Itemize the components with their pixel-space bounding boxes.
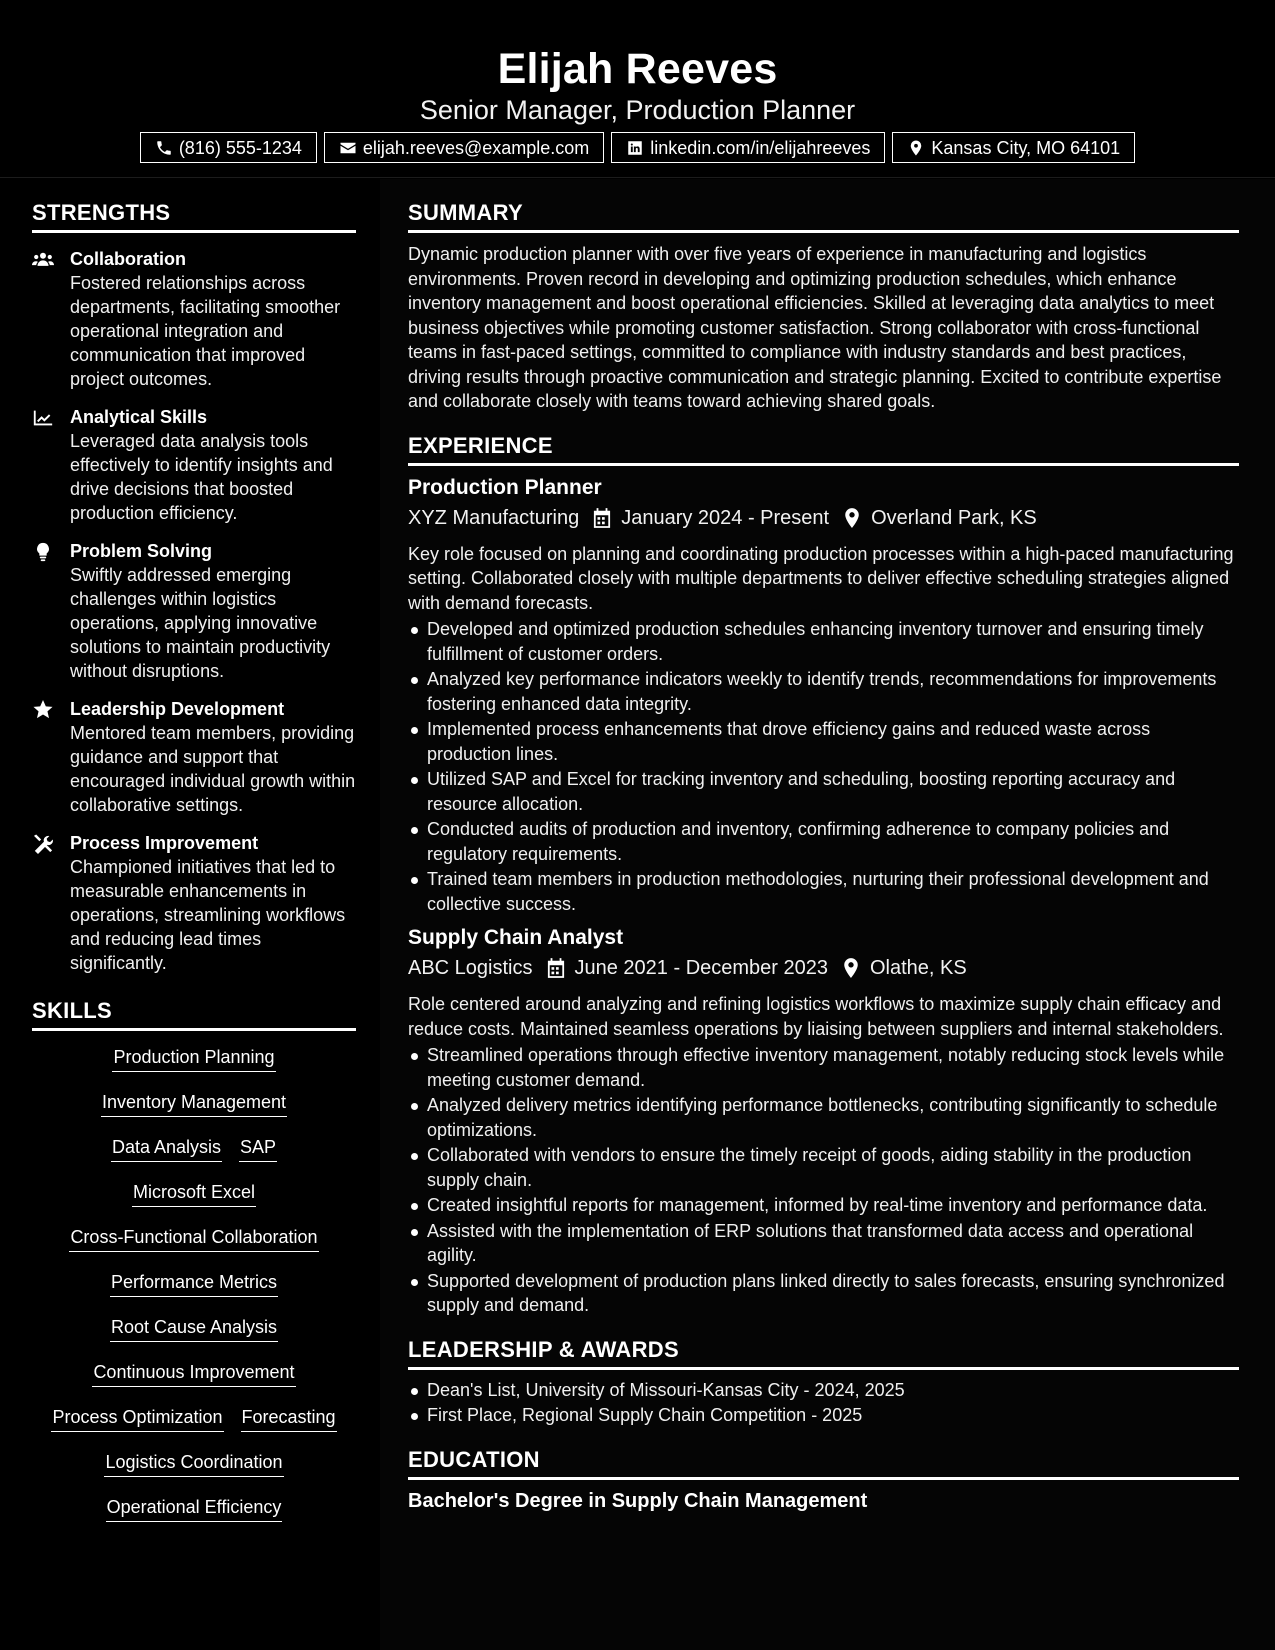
- education-heading: EDUCATION: [408, 1446, 1239, 1480]
- strength-name: Collaboration: [70, 249, 186, 269]
- job-title: Production Planner: [408, 475, 602, 499]
- skill-tag: Inventory Management: [101, 1090, 287, 1117]
- strength-name: Leadership Development: [70, 699, 285, 719]
- calendar-icon: [593, 508, 611, 528]
- job-bullets: [408, 1043, 1239, 1318]
- job-bullet: Collaborated with vendors to ensure the timely receipt of goods, aiding stability in the production supply chain.: [408, 1143, 1239, 1192]
- award-item: Dean's List, University of Missouri-Kansas City - 2024, 2025: [408, 1378, 1239, 1403]
- job-description: Role centered around analyzing and refining logistics workflows to maximize supply chain efficacy and reduce costs. Maintained seamless operations by liaising between suppliers and internal stakeholders.: [408, 994, 1224, 1039]
- job-bullet: Assisted with the implementation of ERP solutions that transformed data access and operational agility.: [408, 1219, 1239, 1268]
- skill-tag: Operational Efficiency: [106, 1495, 283, 1522]
- strength-item: [32, 539, 356, 683]
- award-item: First Place, Regional Supply Chain Competition - 2025: [408, 1403, 1239, 1428]
- contact-phone[interactable]: [140, 132, 317, 163]
- job-meta: [408, 504, 1239, 532]
- users-icon: [32, 250, 54, 270]
- job-company: ABC Logistics: [408, 957, 533, 979]
- skills-heading: SKILLS: [32, 997, 356, 1031]
- skill-tag: Microsoft Excel: [132, 1180, 256, 1207]
- strength-desc: Mentored team members, providing guidance and support that encouraged individual growth within collaborative settings.: [70, 723, 356, 815]
- skill-tag: Performance Metrics: [110, 1270, 278, 1297]
- job-dates: January 2024 - Present: [621, 506, 830, 529]
- location-text: Kansas City, MO 64101: [931, 137, 1121, 158]
- summary-text: Dynamic production planner with over five years of experience in manufacturing and logistics environments. Proven record in developing and optimizing production schedules, which enhance inventory management and boost operational efficiencies. Skilled at leveraging data analytics to meet business objectives while promoting customer satisfaction. Strong collaborator with cross-functional teams in fast-paced settings, committed to compliance with industry standards and best practices, driving results through proactive communication and strategic planning. Excited to contribute expertise and collaborate closely with teams toward achieving shared goals.: [408, 244, 1222, 411]
- phone-text: (816) 555-1234: [178, 137, 302, 158]
- job-bullet: Conducted audits of production and inventory, confirming adherence to company policies and regulatory requirements.: [408, 817, 1239, 866]
- sidebar: [0, 179, 380, 1650]
- job-bullet: Trained team members in production methodologies, nurturing their professional development and collective success.: [408, 867, 1239, 916]
- contact-location[interactable]: [892, 132, 1135, 163]
- job-dates: June 2021 - December 2023: [574, 957, 828, 979]
- skill-tag: Logistics Coordination: [104, 1450, 283, 1477]
- job-bullet: Analyzed delivery metrics identifying performance bottlenecks, contributing significantly to schedule optimizations.: [408, 1093, 1239, 1142]
- job-bullet: Developed and optimized production schedules enhancing inventory turnover and ensuring timely fulfillment of customer orders.: [408, 617, 1239, 666]
- skill-tag: Data Analysis: [111, 1135, 222, 1162]
- map-pin-icon: [843, 508, 861, 528]
- candidate-name: Elijah Reeves: [497, 45, 778, 93]
- strength-desc: Fostered relationships across departments, facilitating smoother operational integration and communication that improved project outcomes.: [70, 273, 341, 389]
- job-bullet: Streamlined operations through effective inventory management, notably reducing stock levels while meeting customer demand.: [408, 1043, 1239, 1092]
- map-pin-icon: [907, 139, 925, 157]
- experience-heading: EXPERIENCE: [408, 432, 1239, 466]
- job-title: Supply Chain Analyst: [408, 926, 624, 949]
- job-location: Olathe, KS: [870, 957, 967, 979]
- job-bullet: Implemented process enhancements that drove efficiency gains and reduced waste across production lines.: [408, 717, 1239, 766]
- candidate-title: Senior Manager, Production Planner: [419, 95, 856, 125]
- star-icon: [32, 700, 54, 720]
- chart-line-icon: [32, 408, 54, 428]
- job-bullet: Created insightful reports for management, informed by real-time inventory and performance data.: [408, 1193, 1239, 1218]
- phone-icon: [155, 139, 173, 157]
- summary-heading: SUMMARY: [408, 199, 1239, 233]
- resume-header: [0, 0, 1275, 178]
- job-description: Key role focused on planning and coordinating production processes within a high-paced manufacturing setting. Collaborated closely with multiple departments to deliver effective scheduling strategies aligned with demand forecasts.: [408, 543, 1234, 613]
- skill-tag: SAP: [239, 1135, 277, 1162]
- linkedin-text: linkedin.com/in/elijahreeves: [650, 137, 871, 158]
- strength-desc: Leveraged data analysis tools effectively to identify insights and drive decisions that boosted production efficiency.: [70, 431, 333, 523]
- skill-tag: Process Optimization: [51, 1405, 223, 1432]
- strength-name: Analytical Skills: [70, 407, 208, 427]
- strength-name: Problem Solving: [70, 541, 213, 561]
- lightbulb-icon: [32, 542, 54, 562]
- skill-tag: Continuous Improvement: [92, 1360, 295, 1387]
- awards-heading: LEADERSHIP & AWARDS: [408, 1336, 1239, 1370]
- job-bullet: Supported development of production plans linked directly to sales forecasts, ensuring synchronized supply and demand.: [408, 1269, 1239, 1318]
- strength-item: [32, 831, 356, 975]
- skill-tag: Forecasting: [241, 1405, 337, 1432]
- strength-name: Process Improvement: [70, 833, 259, 853]
- strength-desc: Swiftly addressed emerging challenges within logistics operations, applying innovative solutions to maintain productivity without disruptions.: [70, 565, 331, 681]
- job-company: XYZ Manufacturing: [408, 506, 580, 529]
- calendar-icon: [547, 958, 565, 978]
- job-bullet: Analyzed key performance indicators weekly to identify trends, recommendations for improvements fostering enhanced data integrity.: [408, 667, 1239, 716]
- skill-tag: Root Cause Analysis: [110, 1315, 278, 1342]
- linkedin-icon: [626, 139, 644, 157]
- job-entry: [408, 924, 1239, 1318]
- skills-list: [32, 1045, 356, 1540]
- contact-linkedin[interactable]: [611, 132, 885, 163]
- map-pin-icon: [842, 958, 860, 978]
- education-degree: Bachelor's Degree in Supply Chain Management: [408, 1489, 868, 1512]
- main-content: [380, 179, 1275, 1650]
- strength-item: [32, 697, 356, 817]
- tools-icon: [32, 834, 54, 854]
- job-location: Overland Park, KS: [871, 506, 1037, 529]
- strength-item: [32, 247, 356, 391]
- strength-desc: Championed initiatives that led to measurable enhancements in operations, streamlining workflows and reducing lead times significantly.: [70, 857, 346, 973]
- job-meta: [408, 954, 1239, 982]
- awards-list: [408, 1378, 1239, 1428]
- email-text: elijah.reeves@example.com: [362, 137, 590, 158]
- contact-bar: [0, 132, 1275, 163]
- envelope-icon: [339, 139, 357, 157]
- contact-email[interactable]: [324, 132, 604, 163]
- strength-item: [32, 405, 356, 525]
- skill-tag: Production Planning: [112, 1045, 275, 1072]
- job-bullets: [408, 617, 1239, 916]
- strengths-heading: STRENGTHS: [32, 199, 356, 233]
- skill-tag: Cross-Functional Collaboration: [69, 1225, 318, 1252]
- job-bullet: Utilized SAP and Excel for tracking inventory and scheduling, boosting reporting accuracy and resource allocation.: [408, 767, 1239, 816]
- job-entry: [408, 474, 1239, 917]
